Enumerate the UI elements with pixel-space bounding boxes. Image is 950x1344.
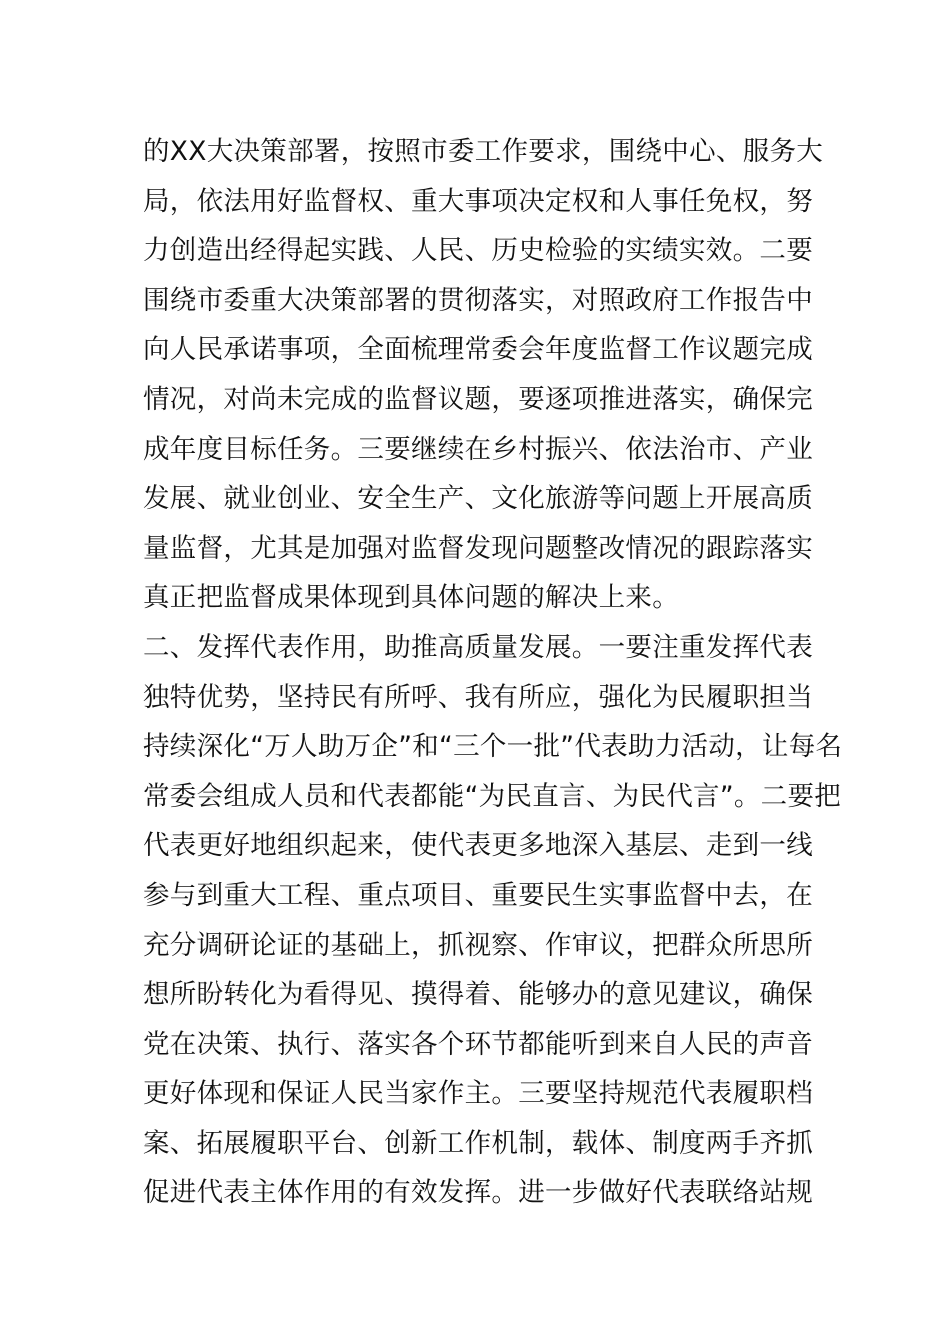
text-line: 局，依法用好监督权、重大事项决定权和人事任免权，努 — [143, 185, 813, 217]
text-line: 促进代表主体作用的有效发挥。进一步做好代表联络站规 — [143, 1177, 813, 1209]
text-line: 更好体现和保证人民当家作主。三要坚持规范代表履职档 — [143, 1078, 813, 1110]
text-line: 案、拓展履职平台、创新工作机制，载体、制度两手齐抓 — [143, 1127, 813, 1159]
text-line: 向人民承诺事项，全面梳理常委会年度监督工作议题完成 — [143, 334, 813, 366]
text-line: 力创造出经得起实践、人民、历史检验的实绩实效。二要 — [143, 235, 813, 267]
text-line: 独特优势，坚持民有所呼、我有所应，强化为民履职担当 — [143, 681, 813, 713]
text-line: 围绕市委重大决策部署的贯彻落实，对照政府工作报告中 — [143, 284, 813, 316]
text-line: 持续深化“万人助万企”和“三个一批”代表助力活动，让每名 — [143, 731, 843, 763]
text-line: 真正把监督成果体现到具体问题的解决上来。 — [143, 582, 679, 614]
text-line: 想所盼转化为看得见、摸得着、能够办的意见建议，确保 — [143, 979, 813, 1011]
text-line: 发展、就业创业、安全生产、文化旅游等问题上开展高质 — [143, 483, 813, 515]
text-line: 成年度目标任务。三要继续在乡村振兴、依法治市、产业 — [143, 433, 813, 465]
text-line: 充分调研论证的基础上，抓视察、作审议，把群众所思所 — [143, 929, 813, 961]
document-body — [143, 127, 843, 1218]
text-line: 的XX大决策部署，按照市委工作要求，围绕中心、服务大 — [143, 136, 824, 167]
text-line: 参与到重大工程、重点项目、重要民生实事监督中去，在 — [143, 879, 813, 911]
section-heading-line: 二、发挥代表作用，助推高质量发展。一要注重发挥代表 — [143, 631, 813, 663]
text-line: 常委会组成人员和代表都能“为民直言、为民代言”。二要把 — [143, 780, 842, 812]
text-line: 党在决策、执行、落实各个环节都能听到来自人民的声音 — [143, 1028, 813, 1060]
text-line: 代表更好地组织起来，使代表更多地深入基层、走到一线 — [143, 830, 813, 862]
text-line: 量监督，尤其是加强对监督发现问题整改情况的跟踪落实 — [143, 532, 813, 564]
text-line: 情况，对尚未完成的监督议题，要逐项推进落实，确保完 — [143, 383, 813, 415]
